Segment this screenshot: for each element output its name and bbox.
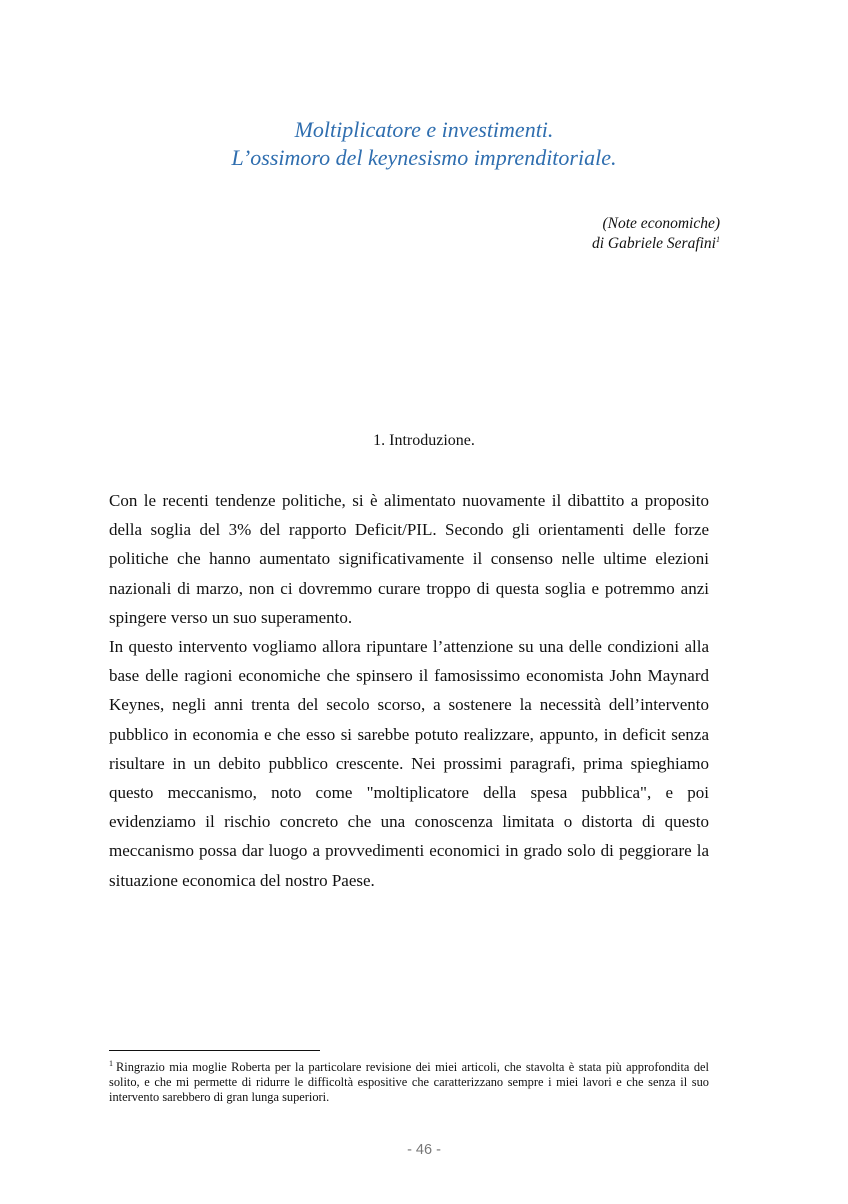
title-line-1: Moltiplicatore e investimenti. (294, 117, 554, 142)
article-title (0, 116, 848, 172)
byline-author-line (592, 234, 720, 254)
footnote-text: Ringrazio mia moglie Roberta per la particolare revisione dei miei articoli, che stavolta è stata più approfondita del solito, e che mi permette di ridurre le difficoltà espositive che caratterizzano sempre i miei lavori e che senza il suo intervento sarebbero di gran lunga superiori. (109, 1060, 709, 1104)
byline (592, 214, 720, 254)
page-number: - 46 - (407, 1142, 441, 1158)
footnote-number: 1 (109, 1058, 113, 1068)
body-text (109, 486, 709, 895)
footnote-reference[interactable]: 1 (716, 234, 720, 244)
paragraph-2: In questo intervento vogliamo allora ripuntare l’attenzione su una delle condizioni alla base delle ragioni economiche che spinsero il famosissimo economista John Maynard Keynes, negli anni trenta del secolo scorso, a sostenere la necessità dell’intervento pubblico in economia e che esso si sarebbe potuto realizzare, appunto, in deficit senza risultare in un debito pubblico crescente. Nei prossimi paragrafi, prima spieghiamo questo meccanismo, noto come "moltiplicatore della spesa pubblica", e poi evidenziamo il rischio concreto che una conoscenza limitata o distorta di questo meccanismo possa dar luogo a provvedimenti economici in grado solo di peggiorare la situazione economica del nostro Paese. (109, 637, 709, 890)
byline-author: di Gabriele Serafini (592, 235, 716, 252)
footnote (109, 1060, 709, 1105)
footnote-separator (109, 1050, 320, 1051)
paragraph-1: Con le recenti tendenze politiche, si è alimentato nuovamente il dibattito a proposito della soglia del 3% del rapporto Deficit/PIL. Secondo gli orientamenti delle forze politiche che hanno aumentato significativamente il consenso nelle ultime elezioni nazionali di marzo, non ci dovremmo curare troppo di questa soglia e potremmo anzi spingere verso un suo superamento. (109, 491, 709, 627)
title-line-2: L’ossimoro del keynesismo imprenditoriale. (231, 145, 617, 170)
section-heading: 1. Introduzione. (373, 432, 475, 449)
byline-note: (Note economiche) (602, 215, 720, 232)
